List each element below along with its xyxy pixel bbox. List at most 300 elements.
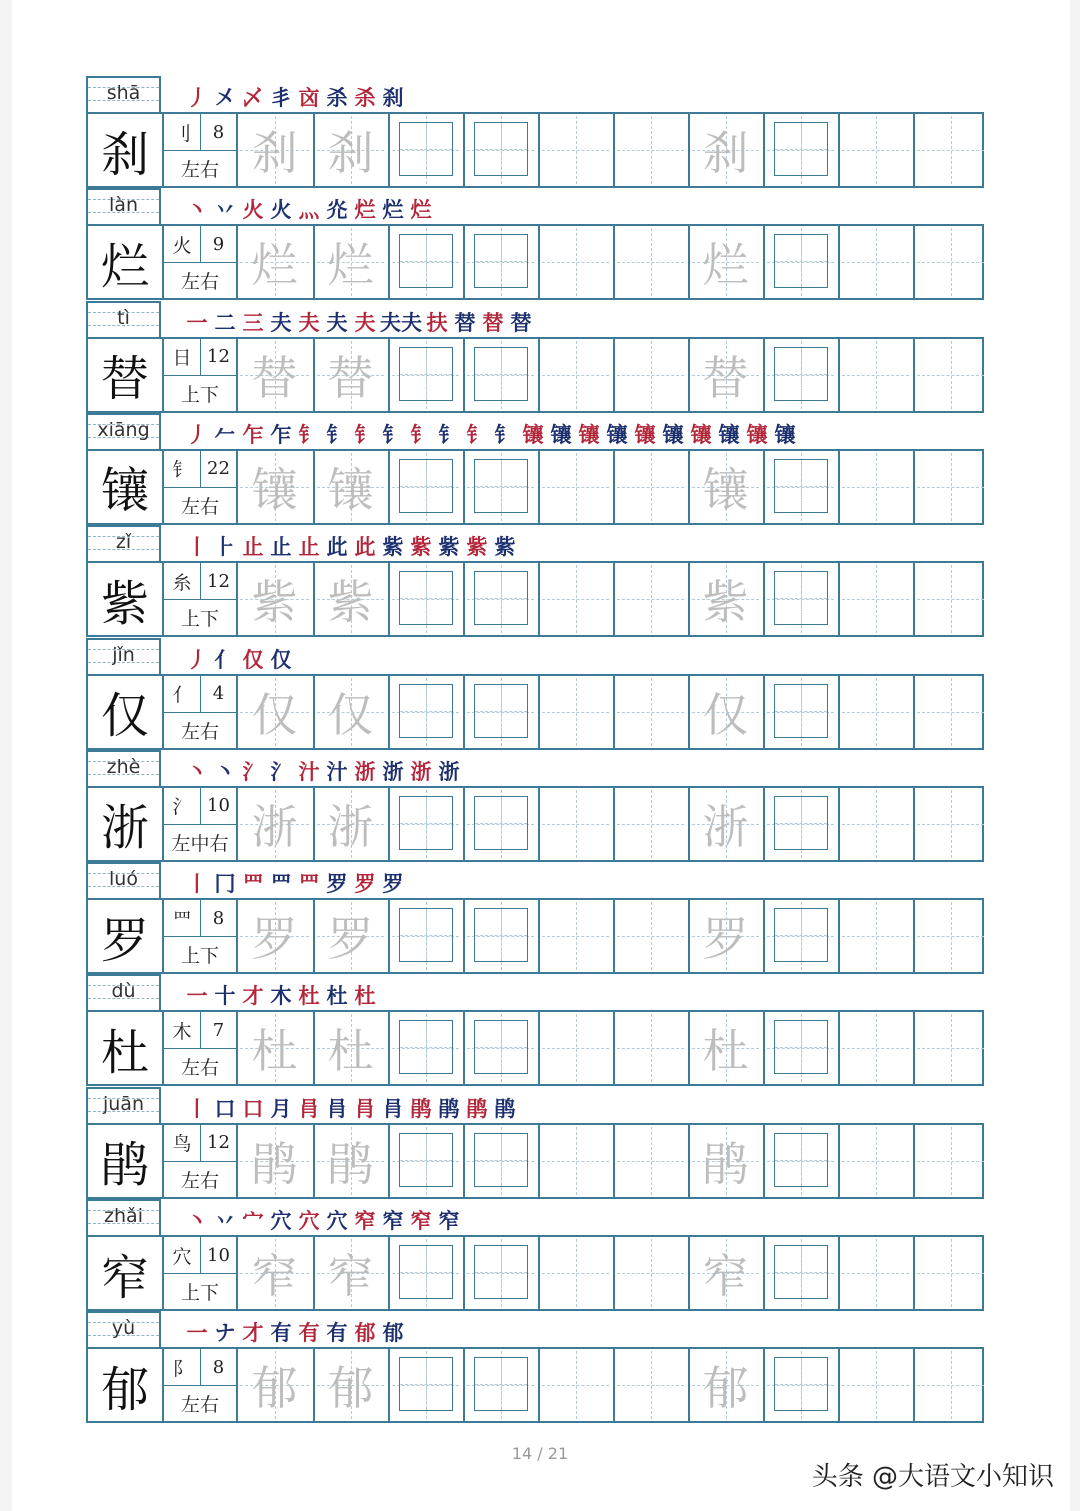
practice-cell[interactable]	[838, 339, 911, 411]
stroke-step: 镶	[606, 421, 628, 447]
practice-cell[interactable]	[463, 226, 536, 298]
stroke-step: 丶	[186, 197, 208, 223]
stroke-step: 穴	[270, 1208, 292, 1233]
pinyin-label: yù	[111, 1317, 136, 1340]
practice-cell[interactable]	[763, 1349, 836, 1421]
practice-cell[interactable]	[313, 1125, 386, 1197]
stroke-step: 替	[454, 309, 476, 335]
practice-cell[interactable]	[688, 1012, 761, 1084]
stroke-step: 灬	[298, 197, 320, 223]
pinyin-box	[86, 301, 161, 337]
character-info	[164, 1237, 238, 1309]
practice-cell[interactable]	[463, 1237, 536, 1309]
stroke-step: 罗	[326, 871, 348, 897]
practice-cell[interactable]	[238, 226, 311, 298]
practice-inner-box	[399, 1357, 453, 1411]
practice-cell[interactable]	[838, 114, 911, 186]
practice-cell[interactable]	[613, 1237, 686, 1309]
radical-cell: 日	[164, 339, 201, 376]
stroke-step: 夫	[298, 309, 320, 335]
stroke-step: 钅	[410, 421, 432, 447]
pinyin-label: zǐ	[115, 531, 132, 554]
stroke-step: 钅	[466, 421, 488, 447]
trace-character: 镶	[327, 462, 374, 517]
practice-cell[interactable]	[913, 788, 986, 860]
practice-inner-box	[399, 684, 453, 738]
character-info	[164, 900, 238, 972]
character-info	[164, 451, 238, 523]
stroke-step: 夫	[326, 309, 348, 335]
stroke-step: 鹃	[438, 1095, 460, 1121]
stroke-step: 镶	[718, 421, 740, 447]
stroke-step: 丿	[186, 646, 208, 672]
practice-cell[interactable]	[913, 226, 986, 298]
page-indicator: 14 / 21	[511, 1444, 569, 1463]
practice-cell[interactable]	[538, 676, 611, 748]
character-info	[164, 788, 238, 860]
stroke-step: 氵	[270, 758, 292, 784]
stroke-step: 钅	[382, 421, 404, 447]
practice-inner-box	[474, 684, 528, 738]
pinyin-box	[86, 638, 161, 674]
character-entry	[86, 188, 984, 300]
practice-cell[interactable]	[538, 339, 611, 411]
pinyin-box	[86, 1311, 161, 1347]
practice-inner-box	[474, 1133, 528, 1187]
practice-cell[interactable]	[763, 676, 836, 748]
structure-cell: 上下	[180, 608, 219, 631]
pinyin-box	[86, 974, 161, 1010]
practice-inner-box	[399, 347, 453, 401]
practice-cell[interactable]	[913, 676, 986, 748]
stroke-step: 仅	[242, 646, 264, 672]
practice-cell[interactable]	[613, 114, 686, 186]
stroke-step: 镶	[578, 421, 600, 447]
structure-cell: 左右	[180, 1394, 219, 1417]
stroke-step: 肙	[326, 1095, 348, 1121]
character-entry	[86, 1199, 984, 1311]
stroke-step: 乍	[270, 421, 292, 447]
practice-inner-box	[774, 1020, 828, 1074]
practice-cell[interactable]	[763, 339, 836, 411]
practice-cell[interactable]	[613, 900, 686, 972]
radical-cell: 氵	[164, 788, 201, 825]
practice-cell[interactable]	[463, 900, 536, 972]
trace-character: 窄	[702, 1249, 749, 1303]
practice-inner-box	[774, 459, 828, 513]
stroke-step: 木	[270, 983, 292, 1009]
practice-cell[interactable]	[838, 1237, 911, 1309]
pinyin-label: zhè	[106, 755, 141, 778]
stroke-step: 罒	[242, 871, 264, 897]
practice-cell[interactable]	[613, 226, 686, 298]
writing-row	[86, 224, 984, 300]
practice-cell[interactable]	[238, 676, 311, 748]
practice-cell[interactable]	[388, 339, 461, 411]
practice-cell[interactable]	[913, 1237, 986, 1309]
stroke-step: 穴	[298, 1208, 320, 1233]
practice-cell[interactable]	[838, 1125, 911, 1197]
practice-cell[interactable]	[388, 114, 461, 186]
practice-cell[interactable]	[913, 1012, 986, 1084]
character-info	[164, 1349, 238, 1421]
practice-cell[interactable]	[538, 1349, 611, 1421]
structure-cell: 左右	[180, 159, 219, 181]
main-character: 紫	[88, 563, 164, 635]
stroke-step: 镶	[522, 421, 544, 447]
practice-cell[interactable]	[313, 1349, 386, 1421]
practice-cell[interactable]	[613, 788, 686, 860]
writing-row	[86, 1347, 984, 1423]
practice-cell[interactable]	[688, 1349, 761, 1421]
practice-cell[interactable]	[388, 676, 461, 748]
practice-cell[interactable]	[388, 1012, 461, 1084]
main-character: 烂	[88, 226, 164, 298]
stroke-step: 汁	[298, 758, 320, 784]
practice-inner-box	[474, 459, 528, 513]
trace-character: 浙	[251, 799, 298, 854]
stroke-step: 钅	[494, 421, 516, 447]
practice-cell[interactable]	[913, 339, 986, 411]
stroke-step: 止	[270, 534, 292, 560]
practice-cell[interactable]	[538, 1237, 611, 1309]
practice-cell[interactable]	[313, 339, 386, 411]
practice-cell[interactable]	[763, 563, 836, 635]
stroke-step: 丷	[214, 197, 236, 223]
practice-cell[interactable]	[688, 451, 761, 523]
stroke-step: 乄	[242, 85, 264, 110]
practice-cell[interactable]	[238, 339, 311, 411]
stroke-step: 扶	[426, 309, 448, 335]
stroke-step: 仅	[270, 646, 292, 672]
practice-cell[interactable]	[838, 788, 911, 860]
pinyin-label: tì	[117, 306, 130, 329]
trace-character: 郁	[251, 1361, 298, 1416]
practice-cell[interactable]	[238, 900, 311, 972]
trace-character: 替	[251, 350, 298, 405]
practice-cell[interactable]	[838, 676, 911, 748]
practice-cell[interactable]	[313, 451, 386, 523]
stroke-step: 镶	[550, 421, 572, 447]
practice-cell[interactable]	[238, 114, 311, 186]
practice-cell[interactable]	[388, 900, 461, 972]
stroke-step: 一	[186, 309, 208, 335]
trace-character: 浙	[327, 799, 374, 854]
practice-cell[interactable]	[688, 676, 761, 748]
practice-cell[interactable]	[238, 1237, 311, 1309]
writing-row	[86, 1123, 984, 1199]
pinyin-label: xiāng	[97, 418, 150, 441]
pinyin-box	[86, 1199, 161, 1235]
practice-cell[interactable]	[763, 226, 836, 298]
practice-cell[interactable]	[463, 114, 536, 186]
stroke-order-sequence	[184, 980, 378, 1008]
stroke-step: 替	[482, 309, 504, 335]
practice-inner-box	[399, 908, 453, 962]
practice-cell[interactable]	[538, 1125, 611, 1197]
stroke-step: 有	[270, 1320, 292, 1346]
structure-cell: 左右	[180, 1169, 219, 1192]
stroke-step: 窄	[382, 1208, 404, 1233]
character-info	[164, 339, 238, 411]
practice-cell[interactable]	[838, 1349, 911, 1421]
practice-cell[interactable]	[238, 1012, 311, 1084]
radical-cell: 钅	[164, 451, 201, 488]
practice-inner-box	[774, 234, 828, 288]
pinyin-box	[86, 413, 161, 449]
stroke-order-sequence	[184, 868, 406, 896]
practice-cell[interactable]	[388, 1125, 461, 1197]
practice-cell[interactable]	[838, 226, 911, 298]
practice-cell[interactable]	[688, 563, 761, 635]
practice-cell[interactable]	[688, 900, 761, 972]
stroke-step: 罒	[270, 871, 292, 897]
stroke-step: 鹃	[410, 1095, 432, 1121]
trace-character: 郁	[702, 1361, 749, 1416]
practice-cell[interactable]	[838, 451, 911, 523]
practice-cell[interactable]	[463, 339, 536, 411]
stroke-step: 丿	[186, 85, 208, 110]
practice-inner-box	[474, 347, 528, 401]
practice-cell[interactable]	[538, 900, 611, 972]
stroke-count-cell: 7	[201, 1012, 236, 1049]
practice-cell[interactable]	[913, 1349, 986, 1421]
stroke-step: 烂	[410, 197, 432, 223]
practice-cell[interactable]	[688, 1125, 761, 1197]
character-entry	[86, 1087, 984, 1199]
stroke-step: 浙	[410, 758, 432, 784]
practice-cell[interactable]	[838, 563, 911, 635]
practice-cell[interactable]	[388, 1237, 461, 1309]
practice-cell[interactable]	[313, 563, 386, 635]
stroke-step: 烂	[382, 197, 404, 223]
practice-cell[interactable]	[913, 114, 986, 186]
stroke-step: 刹	[382, 85, 404, 110]
stroke-step: 浙	[438, 758, 460, 784]
pinyin-box	[86, 862, 161, 898]
character-info	[164, 226, 238, 298]
practice-cell[interactable]	[538, 563, 611, 635]
stroke-step: 氵	[242, 758, 264, 784]
practice-cell[interactable]	[313, 1237, 386, 1309]
practice-cell[interactable]	[763, 114, 836, 186]
stroke-step: 丶	[214, 758, 236, 784]
stroke-step: 丶	[186, 758, 208, 784]
practice-inner-box	[774, 908, 828, 962]
practice-cell[interactable]	[238, 788, 311, 860]
stroke-step: 丨	[186, 534, 208, 560]
trace-character: 替	[702, 350, 749, 405]
character-entry	[86, 301, 984, 413]
stroke-step: 有	[326, 1320, 348, 1346]
practice-cell[interactable]	[763, 451, 836, 523]
character-entry	[86, 862, 984, 974]
radical-cell: 糸	[164, 563, 201, 600]
practice-cell[interactable]	[763, 1237, 836, 1309]
stroke-step: 才	[242, 1320, 264, 1346]
practice-inner-box	[399, 1245, 453, 1299]
practice-cell[interactable]	[913, 900, 986, 972]
trace-character: 杜	[251, 1024, 298, 1079]
practice-cell[interactable]	[238, 451, 311, 523]
stroke-count-cell: 22	[201, 451, 236, 488]
practice-inner-box	[774, 347, 828, 401]
radical-cell: 亻	[164, 676, 201, 713]
practice-cell[interactable]	[763, 1125, 836, 1197]
practice-cell[interactable]	[463, 788, 536, 860]
character-info	[164, 114, 238, 186]
structure-cell: 左中右	[171, 832, 229, 855]
practice-cell[interactable]	[538, 788, 611, 860]
stroke-step: 肙	[354, 1095, 376, 1121]
practice-cell[interactable]	[838, 900, 911, 972]
stroke-count-cell: 10	[201, 788, 236, 825]
structure-cell: 左右	[180, 720, 219, 743]
stroke-step: 乍	[242, 421, 264, 447]
practice-cell[interactable]	[688, 114, 761, 186]
practice-cell[interactable]	[463, 563, 536, 635]
character-info	[164, 563, 238, 635]
practice-inner-box	[774, 571, 828, 625]
stroke-step: 丨	[186, 1095, 208, 1121]
practice-inner-box	[399, 1133, 453, 1187]
stroke-step: 丯	[270, 85, 292, 110]
practice-cell[interactable]	[238, 1349, 311, 1421]
practice-cell[interactable]	[313, 1012, 386, 1084]
practice-cell[interactable]	[538, 451, 611, 523]
stroke-count-cell: 8	[201, 900, 236, 937]
pinyin-label: juān	[102, 1092, 144, 1115]
stroke-step: 止	[298, 534, 320, 560]
character-entry	[86, 413, 984, 525]
practice-cell[interactable]	[388, 226, 461, 298]
trace-character: 刹	[702, 126, 749, 180]
practice-cell[interactable]	[763, 1012, 836, 1084]
character-info	[164, 1125, 238, 1197]
stroke-order-sequence	[184, 419, 798, 447]
stroke-step: 紫	[410, 534, 432, 560]
practice-cell[interactable]	[613, 1125, 686, 1197]
practice-inner-box	[474, 571, 528, 625]
practice-inner-box	[774, 1245, 828, 1299]
stroke-step: 窄	[410, 1208, 432, 1233]
structure-cell: 左右	[180, 495, 219, 518]
practice-cell[interactable]	[613, 676, 686, 748]
practice-cell[interactable]	[313, 788, 386, 860]
practice-cell[interactable]	[313, 226, 386, 298]
practice-cell[interactable]	[463, 1125, 536, 1197]
practice-cell[interactable]	[463, 451, 536, 523]
practice-cell[interactable]	[388, 563, 461, 635]
pinyin-box	[86, 188, 161, 224]
practice-cell[interactable]	[463, 1012, 536, 1084]
practice-cell[interactable]	[463, 1349, 536, 1421]
practice-cell[interactable]	[913, 563, 986, 635]
stroke-order-sequence	[184, 307, 534, 335]
stroke-step: 镶	[634, 421, 656, 447]
main-character: 仅	[88, 676, 164, 748]
practice-cell[interactable]	[613, 339, 686, 411]
stroke-step: 鹃	[494, 1095, 516, 1121]
stroke-count-cell: 10	[201, 1237, 236, 1274]
stroke-step: 口	[214, 1095, 236, 1121]
practice-cell[interactable]	[463, 676, 536, 748]
stroke-step: 丷	[214, 1208, 236, 1233]
main-character: 窄	[88, 1237, 164, 1309]
practice-cell[interactable]	[613, 1349, 686, 1421]
practice-cell[interactable]	[538, 1012, 611, 1084]
practice-cell[interactable]	[688, 788, 761, 860]
character-entry	[86, 750, 984, 862]
stroke-order-sequence	[184, 644, 294, 672]
trace-character: 紫	[251, 575, 298, 630]
stroke-order-sequence	[184, 1093, 518, 1121]
practice-cell[interactable]	[613, 563, 686, 635]
stroke-step: 火	[242, 197, 264, 223]
stroke-count-cell: 4	[201, 676, 236, 713]
trace-character: 刹	[327, 126, 374, 180]
pinyin-label: luó	[109, 868, 138, 891]
practice-cell[interactable]	[538, 114, 611, 186]
practice-cell[interactable]	[388, 788, 461, 860]
writing-row	[86, 674, 984, 750]
stroke-order-sequence	[184, 194, 434, 222]
character-info	[164, 1012, 238, 1084]
practice-cell[interactable]	[388, 1349, 461, 1421]
practice-cell[interactable]	[613, 451, 686, 523]
stroke-step: 浙	[382, 758, 404, 784]
character-entry	[86, 525, 984, 637]
stroke-order-sequence	[184, 1205, 462, 1233]
stroke-step: 镶	[690, 421, 712, 447]
practice-inner-box	[474, 234, 528, 288]
practice-cell[interactable]	[763, 788, 836, 860]
practice-cell[interactable]	[838, 1012, 911, 1084]
practice-cell[interactable]	[313, 676, 386, 748]
stroke-step: 钅	[326, 421, 348, 447]
practice-cell[interactable]	[913, 451, 986, 523]
writing-row	[86, 112, 984, 188]
stroke-step: 穴	[326, 1208, 348, 1233]
stroke-step: 灮	[326, 197, 348, 223]
practice-cell[interactable]	[688, 226, 761, 298]
practice-inner-box	[399, 234, 453, 288]
practice-cell[interactable]	[388, 451, 461, 523]
practice-cell[interactable]	[538, 226, 611, 298]
practice-cell[interactable]	[313, 900, 386, 972]
practice-cell[interactable]	[613, 1012, 686, 1084]
trace-character: 仅	[251, 687, 298, 742]
practice-cell[interactable]	[763, 900, 836, 972]
stroke-step: 一	[186, 983, 208, 1009]
radical-cell: 鸟	[164, 1125, 201, 1162]
practice-cell[interactable]	[313, 114, 386, 186]
stroke-step: ⺊	[214, 534, 236, 560]
practice-cell[interactable]	[688, 1237, 761, 1309]
practice-inner-box	[474, 796, 528, 850]
stroke-step: 一	[186, 1320, 208, 1346]
main-character: 刹	[88, 114, 164, 186]
structure-cell: 上下	[180, 945, 219, 968]
stroke-step: ナ	[214, 1320, 236, 1346]
writing-row	[86, 1010, 984, 1086]
practice-cell[interactable]	[238, 1125, 311, 1197]
practice-cell[interactable]	[688, 339, 761, 411]
practice-cell[interactable]	[913, 1125, 986, 1197]
radical-cell: 阝	[164, 1349, 201, 1386]
practice-cell[interactable]	[238, 563, 311, 635]
pinyin-label: dù	[111, 980, 136, 1003]
